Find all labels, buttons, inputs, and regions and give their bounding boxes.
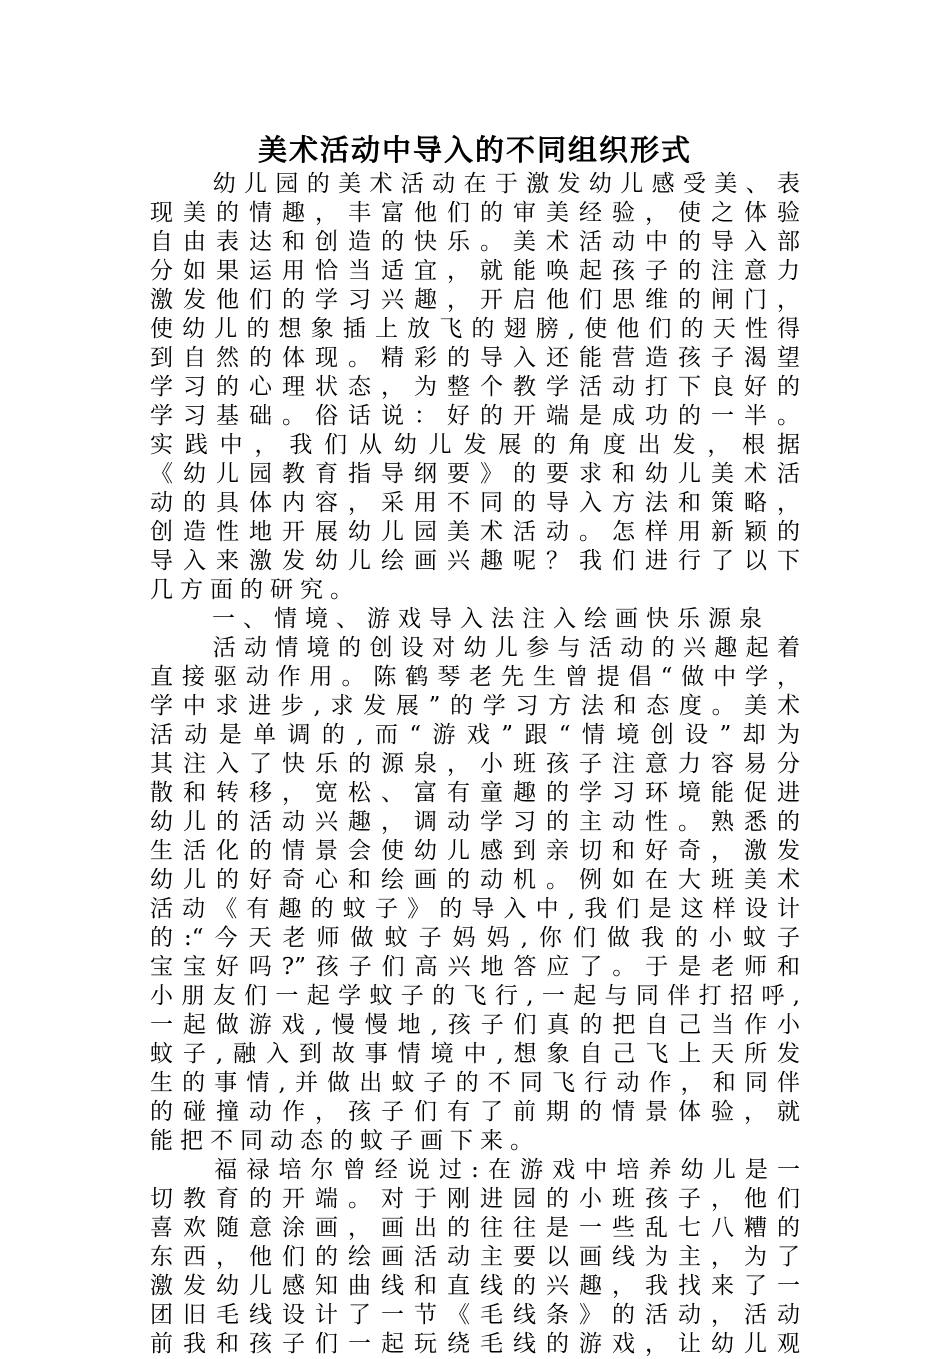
text-line: 一起做游戏,慢慢地,孩子们真的把自己当作小 bbox=[150, 1012, 800, 1038]
text-line: 激发幼儿感知曲线和直线的兴趣，我找来了一 bbox=[150, 1273, 800, 1299]
text-line: 东西，他们的绘画活动主要以画线为主，为了 bbox=[150, 1244, 800, 1270]
text-line: 切教育的开端。对于刚进园的小班孩子，他们 bbox=[150, 1186, 800, 1212]
text-line: 几方面的研究。 bbox=[150, 577, 360, 603]
text-line: 直接驱动作用。陈鹤琴老先生曾提倡“做中学， bbox=[150, 664, 800, 690]
text-line: 团旧毛线设计了一节《毛线条》的活动，活动 bbox=[150, 1302, 800, 1328]
document-title: 美术活动中导入的不同组织形式 bbox=[257, 133, 692, 167]
text-line: 分如果运用恰当适宜，就能唤起孩子的注意力 bbox=[150, 258, 800, 284]
text-line: 喜欢随意涂画，画出的往往是一些乱七八糟的 bbox=[150, 1215, 800, 1241]
text-line: 导入来激发幼儿绘画兴趣呢？我们进行了以下 bbox=[150, 548, 800, 574]
text-line: 学中求进步,求发展”的学习方法和态度。美术 bbox=[150, 693, 800, 719]
text-line: 活动情境的创设对幼儿参与活动的兴趣起着 bbox=[150, 635, 800, 661]
text-line: 自由表达和创造的快乐。美术活动中的导入部 bbox=[150, 229, 800, 255]
document-body bbox=[150, 170, 800, 1359]
text-line: 幼儿的好奇心和绘画的动机。例如在大班美术 bbox=[150, 867, 800, 893]
text-line: 实践中，我们从幼儿发展的角度出发，根据 bbox=[150, 432, 800, 458]
text-line: 的碰撞动作，孩子们有了前期的情景体验，就 bbox=[150, 1099, 800, 1125]
text-line: 前我和孩子们一起玩绕毛线的游戏，让幼儿观 bbox=[150, 1331, 800, 1357]
text-line: 能把不同动态的蚊子画下来。 bbox=[150, 1128, 540, 1154]
text-line: 其注入了快乐的源泉，小班孩子注意力容易分 bbox=[150, 751, 800, 777]
text-line: 宝宝好吗?”孩子们高兴地答应了。于是老师和 bbox=[150, 954, 800, 980]
text-line: 的:“今天老师做蚊子妈妈,你们做我的小蚊子 bbox=[150, 925, 800, 951]
text-line: 活动《有趣的蚊子》的导入中,我们是这样设计 bbox=[150, 896, 800, 922]
text-line: 生的事情,并做出蚊子的不同飞行动作，和同伴 bbox=[150, 1070, 800, 1096]
text-line: 创造性地开展幼儿园美术活动。怎样用新颖的 bbox=[150, 519, 800, 545]
text-line: 幼儿园的美术活动在于激发幼儿感受美、表 bbox=[150, 171, 800, 197]
text-line: 《幼儿园教育指导纲要》的要求和幼儿美术活 bbox=[150, 461, 800, 487]
text-line: 散和转移，宽松、富有童趣的学习环境能促进 bbox=[150, 780, 800, 806]
text-line: 动的具体内容，采用不同的导入方法和策略， bbox=[150, 490, 800, 516]
text-line: 使幼儿的想象插上放飞的翅膀,使他们的天性得 bbox=[150, 316, 800, 342]
text-line: 到自然的体现。精彩的导入还能营造孩子渴望 bbox=[150, 345, 800, 371]
text-line: 生活化的情景会使幼儿感到亲切和好奇，激发 bbox=[150, 838, 800, 864]
section-heading: 一、情境、游戏导入法注入绘画快乐源泉 bbox=[150, 606, 770, 632]
text-line: 小朋友们一起学蚊子的飞行,一起与同伴打招呼, bbox=[150, 983, 800, 1009]
text-line: 福禄培尔曾经说过:在游戏中培养幼儿是一 bbox=[150, 1157, 800, 1183]
text-line: 激发他们的学习兴趣，开启他们思维的闸门， bbox=[150, 287, 800, 313]
text-line: 蚊子,融入到故事情境中,想象自己飞上天所发 bbox=[150, 1041, 800, 1067]
text-line: 幼儿的活动兴趣，调动学习的主动性。熟悉的 bbox=[150, 809, 800, 835]
text-line: 学习的心理状态，为整个教学活动打下良好的 bbox=[150, 374, 800, 400]
text-line: 活动是单调的,而“游戏”跟“情境创设”却为 bbox=[150, 722, 800, 748]
text-line: 学习基础。俗话说：好的开端是成功的一半。 bbox=[150, 403, 800, 429]
text-line: 现美的情趣，丰富他们的审美经验，使之体验 bbox=[150, 200, 800, 226]
